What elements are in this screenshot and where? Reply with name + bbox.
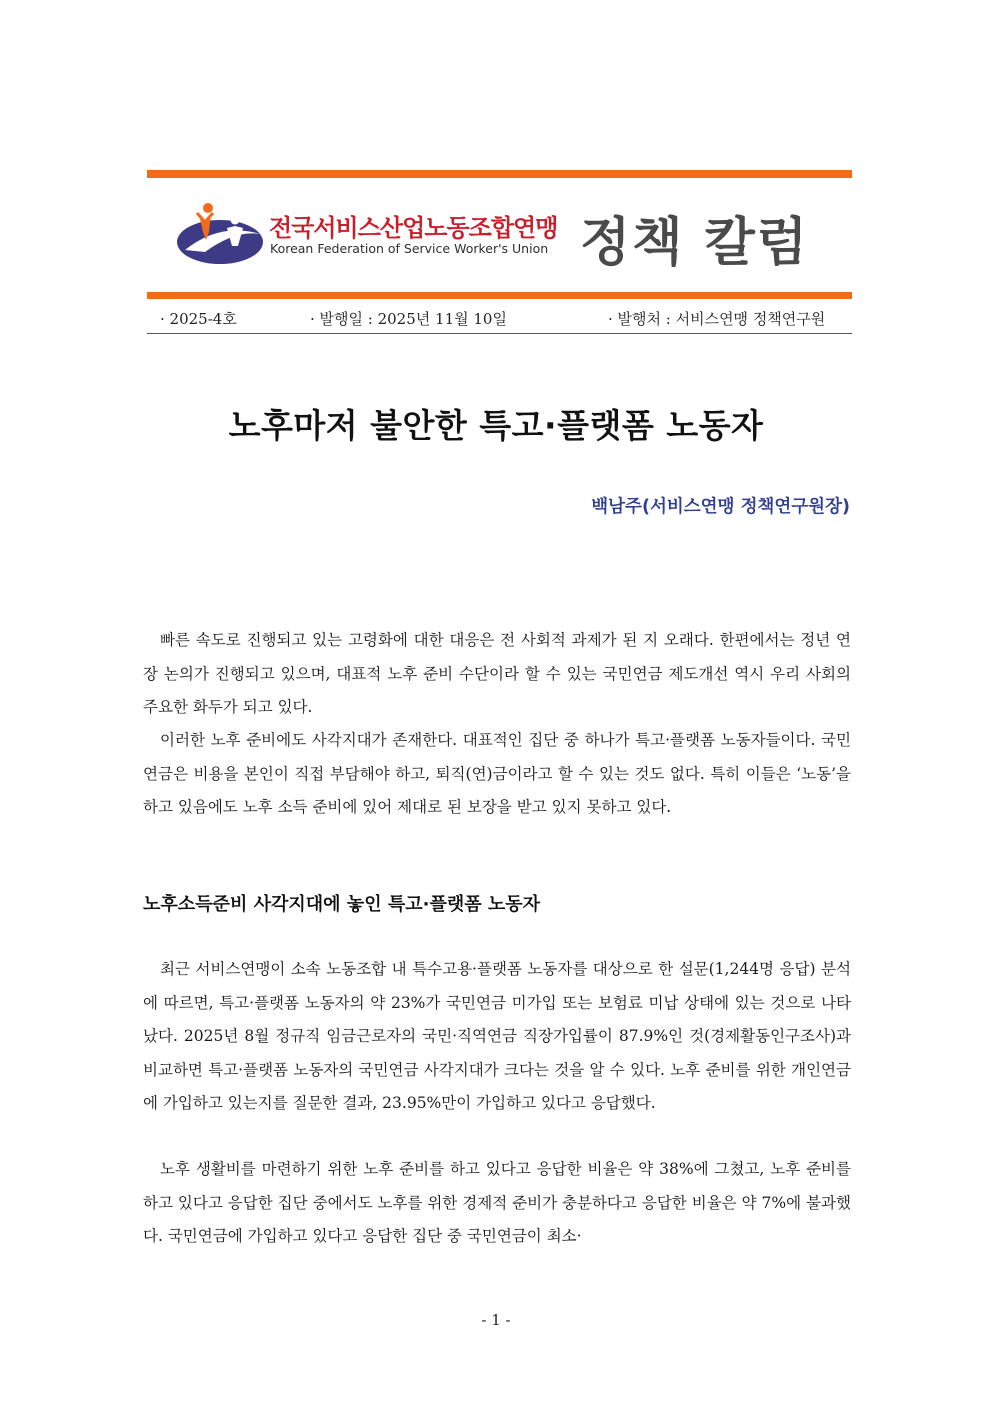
header-bottom-rule bbox=[147, 292, 852, 299]
publication-date: · 발행일 : 2025년 11월 10일 bbox=[310, 310, 507, 328]
body-paragraph: 노후 생활비를 마련하기 위한 노후 준비를 하고 있다고 응답한 비율은 약 38%에 그쳤고, 노후 준비를 하고 있다고 응답한 집단 중에서도 노후를 위한 경제적 준비가 충분하다고 응답한 비율은 약 7%에 불과했다. 국민연금에 가입하고 있다고 응답한 집단 중 국민연금이 최소· bbox=[143, 1160, 851, 1245]
section-heading: 노후소득준비 사각지대에 놓인 특고·플랫폼 노동자 bbox=[143, 894, 541, 915]
body-paragraph: 빠른 속도로 진행되고 있는 고령화에 대한 대응은 전 사회적 과제가 된 지 오래다. 한편에서는 정년 연장 논의가 진행되고 있으며, 대표적 노후 준비 수단이라 할 수 있는 국민연금 제도개선 역시 우리 사회의 주요한 화두가 되고 있다. bbox=[143, 631, 851, 716]
publisher: · 발행처 : 서비스연맹 정책연구원 bbox=[608, 310, 826, 328]
federation-logo bbox=[175, 200, 558, 272]
federation-emblem-icon bbox=[175, 200, 270, 272]
column-title: 정책 칼럼 bbox=[580, 213, 810, 273]
article-author: 백남주(서비스연맹 정책연구원장) bbox=[591, 497, 850, 517]
logo-english-name: Korean Federation of Service Worker's Union bbox=[270, 241, 549, 256]
body-paragraph: 최근 서비스연맹이 소속 노동조합 내 특수고용·플랫폼 노동자를 대상으로 한 설문(1,244명 응답) 분석에 따르면, 특고·플랫폼 노동자의 약 23%가 국민연금 미가입 또는 보험료 미납 상태에 있는 것으로 나타났다. 2025년 8월 정규직 임금근로자의 국민·직역연금 직장가입률이 87.9%인 것(경제활동인구조사)과 비교하면 특고·플랫폼 노동자의 국민연금 사각지대가 크다는 것을 알 수 있다. 노후 준비를 위한 개인연금에 가입하고 있는지를 질문한 결과, 23.95%만이 가입하고 있다고 응답했다. bbox=[143, 960, 851, 1112]
issue-number: · 2025-4호 bbox=[160, 310, 237, 328]
logo-korean-name: 전국서비스산업노동조합연맹 bbox=[269, 214, 558, 242]
body-paragraph: 이러한 노후 준비에도 사각지대가 존재한다. 대표적인 집단 중 하나가 특고·플랫폼 노동자들이다. 국민연금은 비용을 본인이 직접 부담해야 하고, 퇴직(연)금이라고 할 수 있는 것도 없다. 특히 이들은 ‘노동’을 하고 있음에도 노후 소득 준비에 있어 제대로 된 보장을 받고 있지 못하고 있다. bbox=[143, 731, 851, 816]
article-title: 노후마저 불안한 특고·플랫폼 노동자 bbox=[228, 406, 764, 445]
page-number: - 1 - bbox=[481, 1311, 511, 1329]
meta-divider bbox=[147, 333, 852, 334]
header-top-rule bbox=[147, 170, 852, 178]
